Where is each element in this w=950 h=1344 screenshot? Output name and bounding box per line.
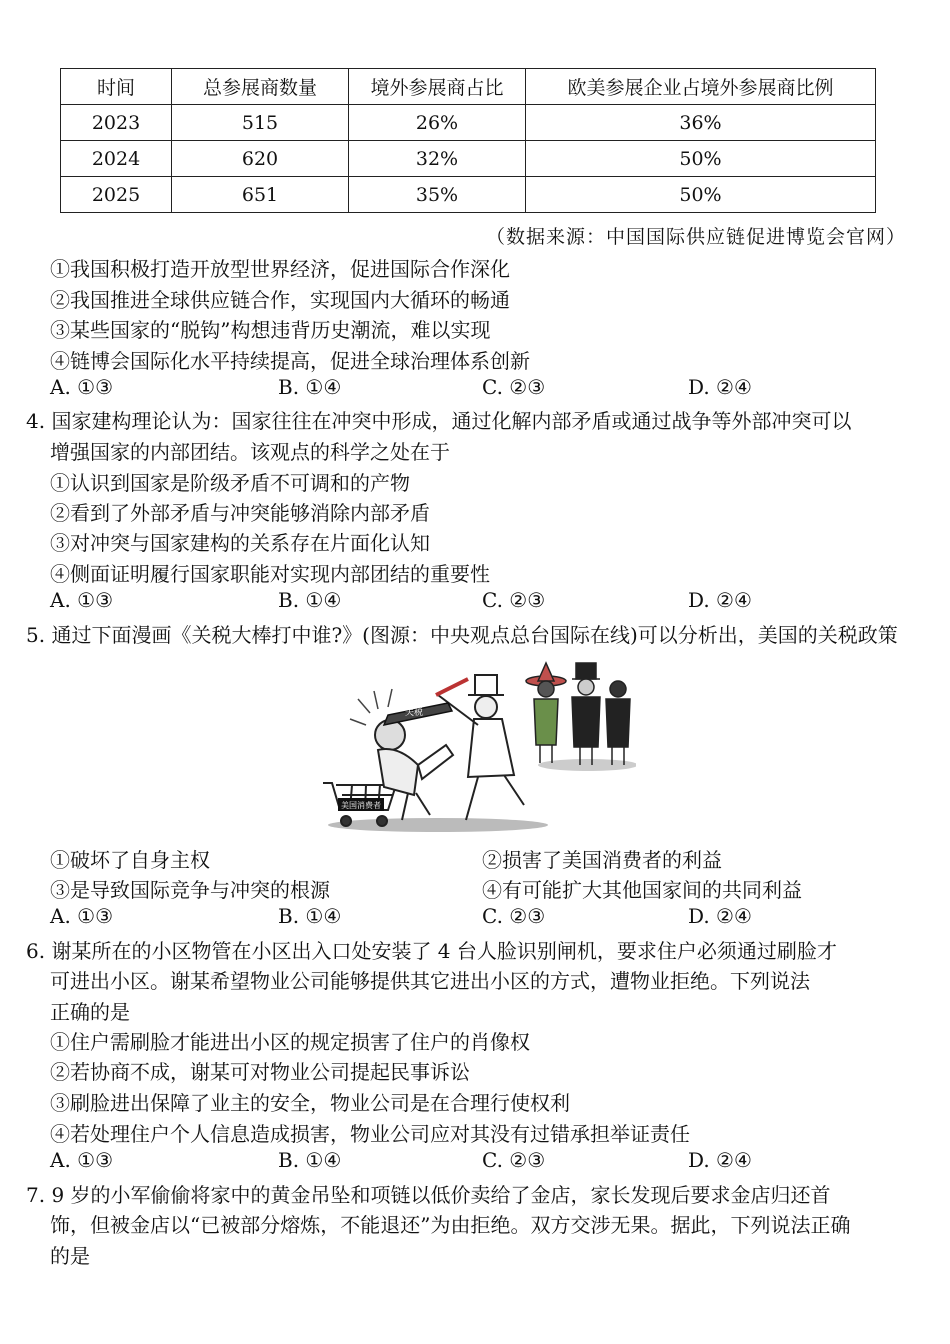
q6-item-3: ③刷脸进出保障了业主的安全，物业公司是在合理行使权利 — [50, 1091, 570, 1115]
q6-item-4: ④若处理住户个人信息造成损害，物业公司应对其没有过错承担举证责任 — [50, 1122, 690, 1146]
header-cell: 欧美参展企业占境外参展商比例 — [526, 69, 876, 105]
q3-item-4: ④链博会国际化水平持续提高，促进全球治理体系创新 — [50, 349, 530, 373]
q6-stem-line-1: 6. 谢某所在的小区物管在小区出入口处安装了 4 台人脸识别闸机，要求住户必须通过刷脸才 — [26, 939, 837, 963]
q3-choice-d: D. ②④ — [688, 375, 752, 399]
q6-stem-line-2: 可进出小区。谢某希望物业公司能够提供其它进出小区的方式，遭物业拒绝。下列说法 — [50, 969, 810, 993]
q5-item-4: ④有可能扩大其他国家间的共同利益 — [482, 878, 802, 902]
table-cell: 36% — [526, 105, 876, 141]
q4-stem-line-1: 4. 国家建构理论认为：国家往往在冲突中形成，通过化解内部矛盾或通过战争等外部冲突可以 — [26, 409, 852, 433]
uncle-sam-figure-icon — [438, 675, 524, 820]
q5-choice-c: C. ②③ — [482, 904, 546, 928]
q5-item-1: ①破坏了自身主权 — [50, 848, 210, 872]
data-table — [60, 68, 876, 213]
club-label: 关税 — [404, 708, 424, 718]
table-cell: 515 — [172, 105, 349, 141]
table-cell: 620 — [172, 141, 349, 177]
table-row — [61, 141, 876, 177]
q5-choice-d: D. ②④ — [688, 904, 752, 928]
data-source-note: （数据来源：中国国际供应链促进博览会官网） — [485, 226, 906, 248]
table-cell: 26% — [349, 105, 526, 141]
table-cell: 32% — [349, 141, 526, 177]
onlooker-figures-icon — [526, 663, 630, 765]
tariff-cartoon — [318, 655, 636, 835]
table-cell: 651 — [172, 177, 349, 213]
header-cell: 总参展商数量 — [172, 69, 349, 105]
q3-item-1: ①我国积极打造开放型世界经济，促进国际合作深化 — [50, 257, 510, 281]
q6-choice-a: A. ①③ — [50, 1148, 114, 1172]
table-cell: 2023 — [61, 105, 172, 141]
header-cell: 时间 — [61, 69, 172, 105]
q7-stem-line-3: 的是 — [50, 1244, 90, 1268]
table-cell: 2025 — [61, 177, 172, 213]
table-cell: 2024 — [61, 141, 172, 177]
q3-choice-c: C. ②③ — [482, 375, 546, 399]
q4-item-1: ①认识到国家是阶级矛盾不可调和的产物 — [50, 471, 410, 495]
table-row — [61, 105, 876, 141]
q6-item-1: ①住户需刷脸才能进出小区的规定损害了住户的肖像权 — [50, 1030, 530, 1054]
q4-stem-line-2: 增强国家的内部团结。该观点的科学之处在于 — [50, 440, 450, 464]
q3-choice-a: A. ①③ — [50, 375, 114, 399]
tariff-club-icon — [384, 679, 468, 725]
q6-stem-line-3: 正确的是 — [50, 1000, 130, 1024]
q6-choice-c: C. ②③ — [482, 1148, 546, 1172]
table-header-row — [61, 69, 876, 105]
q4-choice-d: D. ②④ — [688, 588, 752, 612]
consumer-figure-icon — [375, 720, 453, 820]
q3-item-2: ②我国推进全球供应链合作，实现国内大循环的畅通 — [50, 288, 510, 312]
q7-stem-line-2: 饰，但被金店以“已被部分熔炼，不能退还”为由拒绝。双方交涉无果。据此，下列说法正确 — [50, 1213, 851, 1237]
q6-item-2: ②若协商不成，谢某可对物业公司提起民事诉讼 — [50, 1060, 470, 1084]
q5-choice-b: B. ①④ — [278, 904, 342, 928]
table-row — [61, 177, 876, 213]
q7-stem-line-1: 7. 9 岁的小军偷偷将家中的黄金吊坠和项链以低价卖给了金店，家长发现后要求金店归还首 — [26, 1183, 831, 1207]
q5-item-2: ②损害了美国消费者的利益 — [482, 848, 722, 872]
q6-choice-d: D. ②④ — [688, 1148, 752, 1172]
q4-item-3: ③对冲突与国家建构的关系存在片面化认知 — [50, 531, 430, 555]
q5-stem: 5. 通过下面漫画《关税大棒打中谁?》(图源：中央观点总台国际在线)可以分析出，美国的关税政策 — [26, 623, 898, 647]
q3-item-3: ③某些国家的“脱钩”构想违背历史潮流，难以实现 — [50, 318, 491, 342]
cart-label: 美国消费者 — [341, 801, 381, 810]
q4-choice-b: B. ①④ — [278, 588, 342, 612]
q3-choice-b: B. ①④ — [278, 375, 342, 399]
q4-item-2: ②看到了外部矛盾与冲突能够消除内部矛盾 — [50, 501, 430, 525]
table-cell: 35% — [349, 177, 526, 213]
table-cell: 50% — [526, 141, 876, 177]
header-cell: 境外参展商占比 — [349, 69, 526, 105]
q4-choice-a: A. ①③ — [50, 588, 114, 612]
q5-choice-a: A. ①③ — [50, 904, 114, 928]
q4-item-4: ④侧面证明履行国家职能对实现内部团结的重要性 — [50, 562, 490, 586]
q5-item-3: ③是导致国际竞争与冲突的根源 — [50, 878, 330, 902]
q4-choice-c: C. ②③ — [482, 588, 546, 612]
table-cell: 50% — [526, 177, 876, 213]
q6-choice-b: B. ①④ — [278, 1148, 342, 1172]
